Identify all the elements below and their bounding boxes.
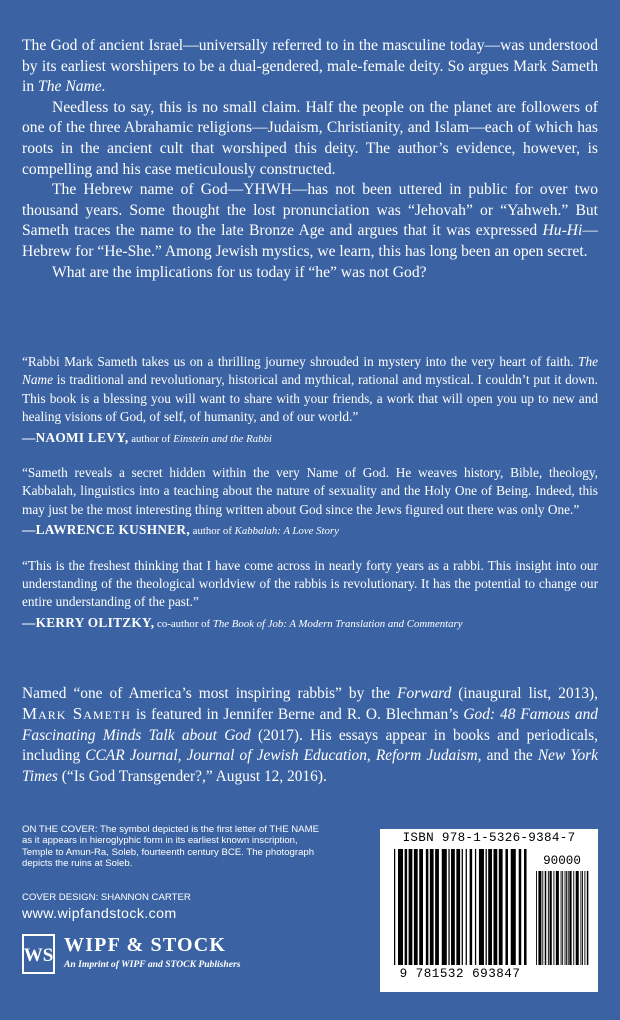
ean-bar-3 bbox=[409, 849, 413, 965]
blurb-text: The God of ancient Israel—universally referred to in the masculine today—was understood by its earliest worshipers to be a dual-gendered, male-female deity. So argues Mark Sameth in bbox=[22, 37, 598, 96]
price-bar-4 bbox=[548, 871, 549, 965]
ean-bar-5 bbox=[419, 849, 423, 965]
endorser-name: —LAWRENCE KUSHNER, bbox=[22, 522, 190, 538]
ean-bar-22 bbox=[505, 849, 508, 965]
ean-bar-19 bbox=[488, 849, 492, 965]
price-bar-17 bbox=[582, 871, 583, 965]
endorsement-1 bbox=[22, 353, 598, 448]
book-title-italic: The Name. bbox=[38, 78, 106, 96]
price-code: 90000 bbox=[543, 854, 581, 868]
author-name: Mark Sameth bbox=[22, 704, 131, 724]
price-bar-12 bbox=[568, 871, 569, 965]
price-bar-3 bbox=[545, 871, 547, 965]
price-bar-5 bbox=[550, 871, 552, 965]
price-bar-19 bbox=[587, 871, 589, 965]
price-bar-11 bbox=[566, 871, 567, 965]
price-bar-18 bbox=[584, 871, 585, 965]
publisher-name: WIPF & STOCK bbox=[64, 934, 227, 956]
price-bar-7 bbox=[556, 871, 559, 965]
price-bar-8 bbox=[561, 871, 562, 965]
ean-bar-17 bbox=[479, 849, 484, 965]
ean-bar-14 bbox=[466, 849, 467, 965]
ean-bar-11 bbox=[451, 849, 455, 965]
endorsement-attribution: —NAOMI LEVY, author of Einstein and the Rabbi bbox=[22, 429, 272, 445]
ean-bar-13 bbox=[462, 849, 463, 965]
blurb-paragraph-4: What are the implications for us today if “he” was not God? bbox=[52, 263, 427, 281]
price-bar-0 bbox=[536, 871, 537, 965]
isbn-barcode bbox=[380, 829, 598, 992]
price-bar-9 bbox=[562, 871, 563, 965]
ws-logo-icon bbox=[22, 934, 55, 974]
ean-bar-24 bbox=[519, 849, 522, 965]
endorsement-text: “Rabbi Mark Sameth takes us on a thrilling journey shrouded in mystery into the very heart of faith. The Name is traditional and revolutionary, historical and mythical, rational and mystical. I couldn’t put it down. This book is a blessing you will want to share with your friends, a work that will open you up to new and healing visions of God, of self, of humanity, and of our world.” bbox=[22, 354, 598, 425]
endorsement-2 bbox=[22, 464, 598, 541]
endorsement-attribution: —KERRY OLITZKY, co-author of The Book of Job: A Modern Translation and Commentary bbox=[22, 614, 463, 630]
price-bar-15 bbox=[576, 871, 579, 965]
publisher-logo bbox=[22, 934, 282, 974]
ean-bar-9 bbox=[442, 849, 447, 965]
ean-bar-4 bbox=[414, 849, 418, 965]
price-bar-16 bbox=[580, 871, 581, 965]
blurb-paragraph-1 bbox=[22, 36, 598, 98]
ean-bar-18 bbox=[486, 849, 487, 965]
description-blurb bbox=[22, 36, 598, 283]
endorser-name: —NAOMI LEVY, bbox=[22, 429, 129, 445]
ean-bar-25 bbox=[524, 849, 527, 965]
ean-bar-21 bbox=[499, 849, 503, 965]
ean-digits: 9 781532 693847 bbox=[399, 967, 521, 981]
ean-bar-10 bbox=[448, 849, 449, 965]
ean-bar-8 bbox=[435, 849, 439, 965]
blurb-italic: Hu-Hi bbox=[542, 222, 583, 240]
ean-bar-15 bbox=[470, 849, 473, 965]
blurb-text: —Hebrew for “He-She.” Among Jewish mystics, we learn, this has long been an open secret. bbox=[22, 222, 598, 260]
price-bar-1 bbox=[538, 871, 541, 965]
publisher-tagline: An Imprint of WIPF and STOCK Publishers bbox=[64, 959, 241, 970]
publisher-website: www.wipfandstock.com bbox=[22, 906, 177, 922]
blurb-paragraph-3 bbox=[22, 180, 598, 262]
ean-bar-23 bbox=[511, 849, 516, 965]
endorsements bbox=[22, 353, 598, 649]
svg-text:WS: WS bbox=[24, 945, 53, 966]
blurb-text: The Hebrew name of God—YHWH—has not been uttered in public for over two thousand years. Some thought the lost pronunciation was “Jehovah” or “Yahweh.” But Sameth traces the name to the late Bronze Age and argues that it was expressed bbox=[22, 181, 598, 240]
cover-note: ON THE COVER: The symbol depicted is the first letter of THE NAME as it appears in hieroglyphic form in its earliest known inscription, Temple to Amun-Ra, Soleb, fourteenth century BCE. The photograph depicts the ruins at Soleb. bbox=[22, 824, 319, 870]
endorser-name: —KERRY OLITZKY, bbox=[22, 614, 155, 630]
price-bar-6 bbox=[553, 871, 554, 965]
price-bar-14 bbox=[573, 871, 574, 965]
price-bar-2 bbox=[542, 871, 543, 965]
price-bar-10 bbox=[565, 871, 566, 965]
ean-bar-20 bbox=[494, 849, 498, 965]
isbn-label: ISBN 978-1-5326-9384-7 bbox=[402, 831, 576, 845]
ean-bar-7 bbox=[430, 849, 434, 965]
endorsement-attribution: —LAWRENCE KUSHNER, author of Kabbalah: A Love Story bbox=[22, 522, 339, 538]
endorser-work: Einstein and the Rabbi bbox=[173, 432, 272, 445]
ean-bar-0 bbox=[394, 849, 395, 965]
ean-bar-2 bbox=[405, 849, 408, 965]
ean-bar-6 bbox=[426, 849, 429, 965]
endorsement-text: “This is the freshest thinking that I have come across in nearly forty years as a rabbi. This insight into our understanding of the theological worldview of the rabbis is revolutionary. It has the potential to change our entire understanding of the past.” bbox=[22, 557, 598, 610]
cover-design-credit: COVER DESIGN: SHANNON CARTER bbox=[22, 892, 191, 903]
ean-bar-16 bbox=[475, 849, 476, 965]
author-bio: Named “one of America’s most inspiring rabbis” by the Forward (inaugural list, 2013), Mark Sameth is featured in Jennifer Berne and R. O. Blechman’s God: 48 Famous and Fascinating Minds Talk about God (2017). His essays appear in books and periodicals, including CCAR Journal, Journal of Jewish Education, Reform Judaism, and the New York Times (“Is God Transgender?,” August 12, 2016). bbox=[22, 685, 599, 785]
blurb-paragraph-2: Needless to say, this is no small claim. Half the people on the planet are followers of one of the three Abrahamic religions—Judaism, Christianity, and Islam—each of which has roots in the ancient cult that worshiped this deity. The author’s evidence, however, is compelling and his case meticulously constructed. bbox=[22, 98, 598, 178]
ean-bar-1 bbox=[398, 849, 403, 965]
price-bar-13 bbox=[569, 871, 571, 965]
endorser-work: The Book of Job: A Modern Translation and Commentary bbox=[212, 617, 463, 630]
endorser-work: Kabbalah: A Love Story bbox=[234, 525, 339, 538]
ean-bar-12 bbox=[456, 849, 460, 965]
endorsement-3 bbox=[22, 557, 598, 634]
endorsement-text: “Sameth reveals a secret hidden within the very Name of God. He weaves history, Bible, theology, Kabbalah, linguistics into a teaching about the nature of sexuality and the Holy One of Being. Indeed, this may just be the most interesting thing written about God since the Jews figured out there was only One.” bbox=[22, 465, 598, 517]
